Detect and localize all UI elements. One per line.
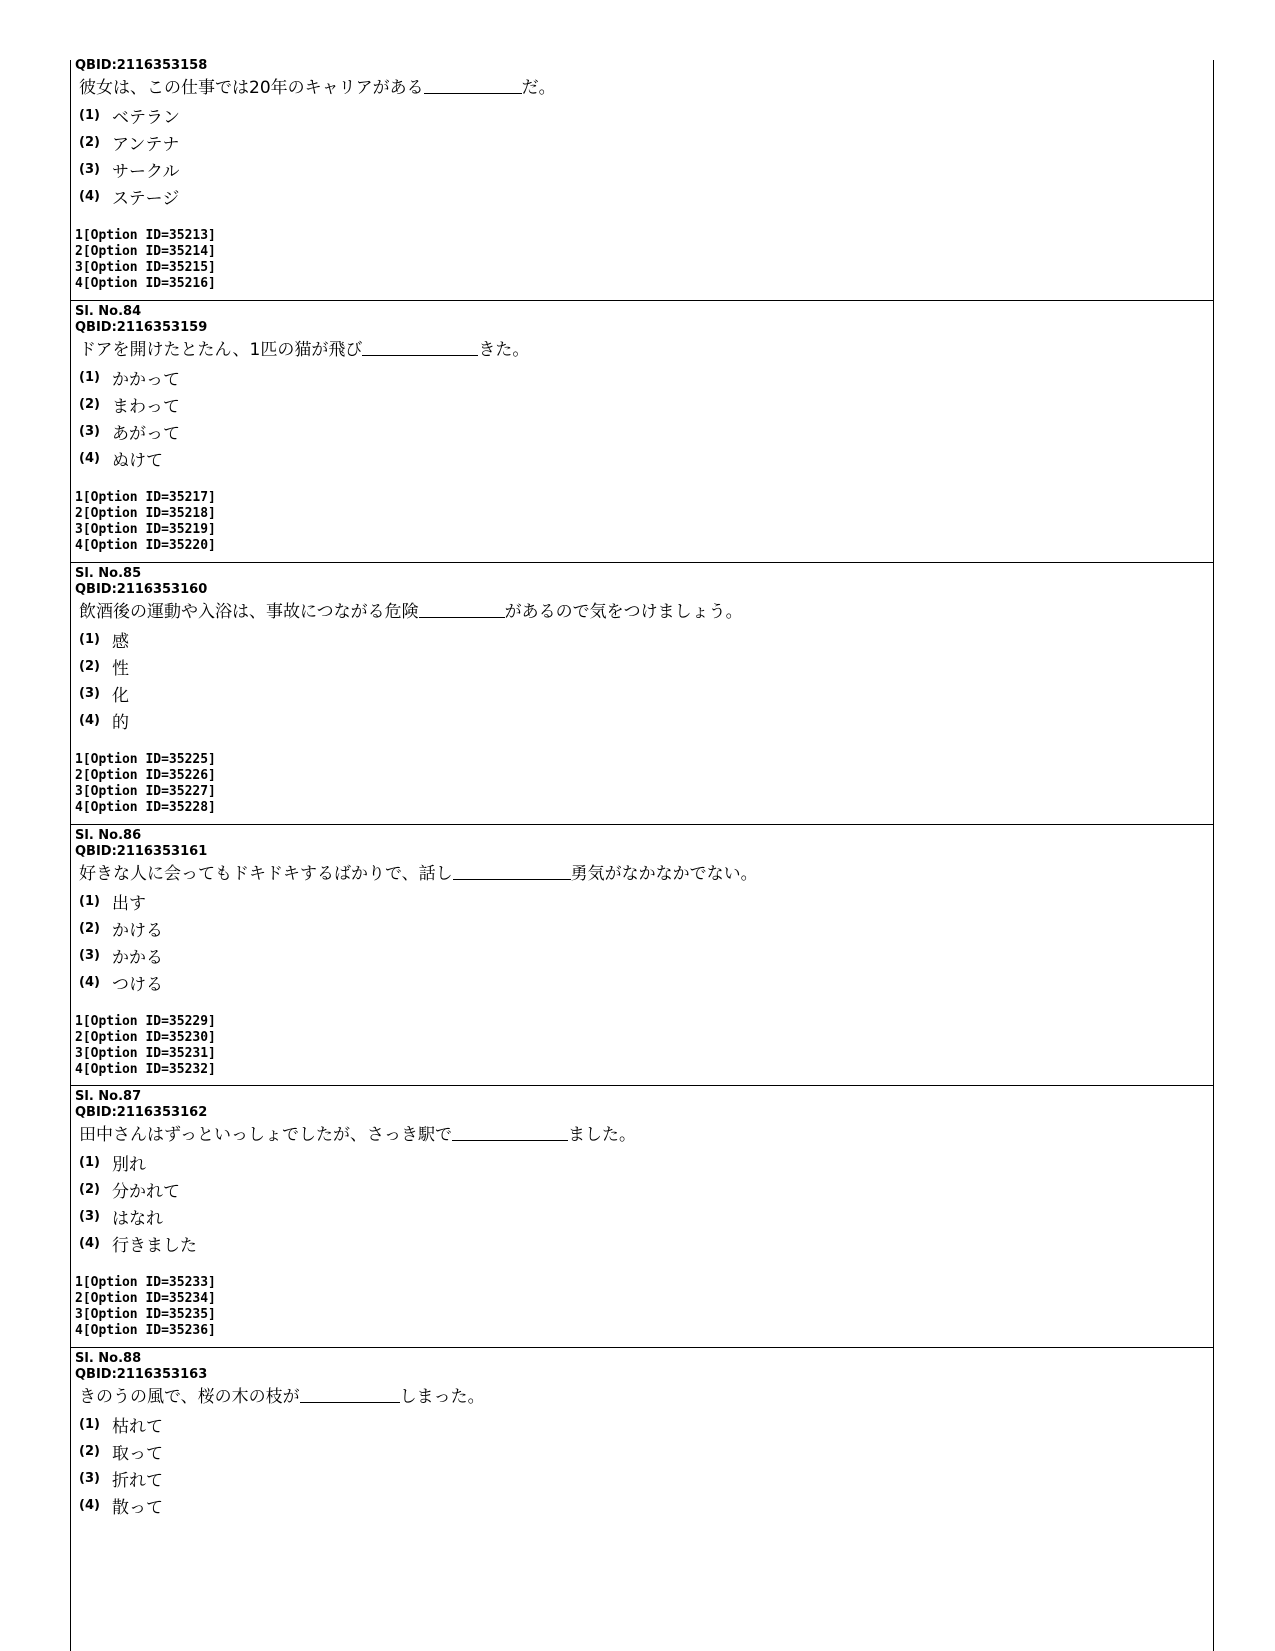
option-number: (1)	[79, 370, 100, 385]
qbid-label: QBID:2116353162	[75, 1105, 208, 1120]
option-text: 的	[112, 713, 129, 733]
question-text-after: があるので気をつけましょう。	[504, 602, 743, 622]
question-text-after: きた。	[478, 340, 530, 360]
answer-blank	[424, 92, 522, 94]
question-text	[79, 1386, 485, 1408]
option-id: 4[Option ID=35228]	[75, 800, 216, 815]
question-sheet	[70, 60, 1214, 1651]
option-number: (2)	[79, 397, 100, 412]
option-text: アンテナ	[112, 135, 180, 155]
option-text: ぬけて	[112, 451, 163, 471]
option-item	[79, 708, 129, 732]
option-text: かける	[112, 921, 163, 941]
option-id-list	[75, 228, 216, 292]
option-number: (1)	[79, 632, 100, 647]
option-text: 取って	[112, 1444, 163, 1464]
option-number: (1)	[79, 108, 100, 123]
option-item	[79, 681, 129, 705]
option-text: 行きました	[112, 1236, 197, 1256]
answer-blank	[362, 354, 478, 356]
answer-blank	[419, 616, 505, 618]
serial-number: Sl. No.88	[75, 1351, 142, 1366]
option-text: かかる	[112, 948, 163, 968]
option-text: 出す	[112, 894, 146, 914]
option-text: はなれ	[112, 1209, 163, 1229]
option-id: 4[Option ID=35236]	[75, 1323, 216, 1338]
question-text-before: 彼女は、この仕事では20年のキャリアがある	[79, 78, 424, 98]
option-item	[79, 1231, 197, 1255]
serial-number: Sl. No.86	[75, 828, 142, 843]
question-text	[79, 1124, 636, 1146]
option-id: 2[Option ID=35218]	[75, 506, 216, 521]
question-text-before: 田中さんはずっといっしょでしたが、さっき駅で	[79, 1125, 452, 1145]
option-number: (4)	[79, 713, 100, 728]
answer-blank	[452, 1139, 568, 1141]
option-id: 1[Option ID=35233]	[75, 1275, 216, 1290]
option-text: サークル	[112, 162, 180, 182]
option-item	[79, 916, 163, 940]
option-text: 枯れて	[112, 1417, 163, 1437]
option-item	[79, 1204, 163, 1228]
option-text: かかって	[112, 370, 180, 390]
option-id: 4[Option ID=35216]	[75, 276, 216, 291]
qbid-label: QBID:2116353159	[75, 320, 208, 335]
question-text-after: だ。	[521, 78, 556, 98]
option-item	[79, 1493, 163, 1517]
option-text: まわって	[112, 397, 180, 417]
option-text: ベテラン	[112, 108, 180, 128]
option-text: あがって	[112, 424, 180, 444]
option-item	[79, 627, 129, 651]
option-text: 散って	[112, 1498, 163, 1518]
option-item	[79, 970, 163, 994]
option-number: (4)	[79, 451, 100, 466]
question-text-before: ドアを開けたとたん、1匹の猫が飛び	[79, 340, 363, 360]
option-id: 3[Option ID=35215]	[75, 260, 216, 275]
option-id: 4[Option ID=35232]	[75, 1062, 216, 1077]
question-text	[79, 77, 556, 99]
option-item	[79, 392, 180, 416]
serial-number: Sl. No.85	[75, 566, 142, 581]
option-number: (3)	[79, 1471, 100, 1486]
question-block	[71, 1347, 1213, 1651]
option-id: 2[Option ID=35214]	[75, 244, 216, 259]
option-id: 1[Option ID=35217]	[75, 490, 216, 505]
option-text: 分かれて	[112, 1182, 180, 1202]
qbid-label: QBID:2116353160	[75, 582, 208, 597]
option-number: (3)	[79, 686, 100, 701]
option-id: 3[Option ID=35227]	[75, 784, 216, 799]
option-item	[79, 157, 180, 181]
question-text-before: 飲酒後の運動や入浴は、事故につながる危険	[79, 602, 419, 622]
option-id-list	[75, 1014, 216, 1078]
option-item	[79, 1439, 163, 1463]
option-item	[79, 889, 146, 913]
option-id-list	[75, 490, 216, 554]
option-text: 折れて	[112, 1471, 163, 1491]
option-item	[79, 1177, 180, 1201]
option-id: 2[Option ID=35230]	[75, 1030, 216, 1045]
question-text-after: しまった。	[399, 1387, 485, 1407]
option-number: (2)	[79, 1182, 100, 1197]
option-item	[79, 1150, 146, 1174]
option-text: 別れ	[112, 1155, 146, 1175]
option-id: 1[Option ID=35229]	[75, 1014, 216, 1029]
option-number: (2)	[79, 659, 100, 674]
option-text: 性	[112, 659, 129, 679]
option-text: ステージ	[112, 189, 180, 209]
option-number: (1)	[79, 1417, 100, 1432]
answer-blank	[453, 878, 571, 880]
option-id: 1[Option ID=35225]	[75, 752, 216, 767]
question-text-after: ました。	[567, 1125, 636, 1145]
option-id: 3[Option ID=35219]	[75, 522, 216, 537]
qbid-label: QBID:2116353161	[75, 844, 208, 859]
option-item	[79, 103, 180, 127]
option-item	[79, 1412, 163, 1436]
question-text	[79, 863, 758, 885]
option-id-list	[75, 752, 216, 816]
answer-blank	[300, 1401, 400, 1403]
option-item	[79, 365, 180, 389]
option-id: 1[Option ID=35213]	[75, 228, 216, 243]
serial-number: Sl. No.87	[75, 1089, 142, 1104]
question-text	[79, 339, 529, 361]
option-item	[79, 184, 179, 208]
question-text-after: 勇気がなかなかでない。	[570, 864, 758, 884]
option-item	[79, 1466, 163, 1490]
question-text-before: 好きな人に会ってもドキドキするばかりで、話し	[79, 864, 453, 884]
option-id: 2[Option ID=35226]	[75, 768, 216, 783]
question-text-before: きのうの風で、桜の木の枝が	[79, 1387, 300, 1407]
option-number: (3)	[79, 1209, 100, 1224]
option-number: (3)	[79, 424, 100, 439]
option-number: (4)	[79, 1236, 100, 1251]
option-item	[79, 654, 129, 678]
option-number: (3)	[79, 162, 100, 177]
option-number: (2)	[79, 921, 100, 936]
option-number: (2)	[79, 1444, 100, 1459]
option-item	[79, 130, 179, 154]
option-id: 3[Option ID=35235]	[75, 1307, 216, 1322]
option-number: (3)	[79, 948, 100, 963]
qbid-label: QBID:2116353158	[75, 58, 208, 73]
question-text	[79, 601, 743, 623]
option-id-list	[75, 1275, 216, 1339]
option-text: 感	[112, 632, 129, 652]
question-block	[71, 562, 1213, 824]
option-number: (4)	[79, 975, 100, 990]
option-number: (1)	[79, 894, 100, 909]
option-text: つける	[112, 975, 163, 995]
option-number: (1)	[79, 1155, 100, 1170]
option-number: (4)	[79, 189, 100, 204]
option-text: 化	[112, 686, 129, 706]
question-block	[71, 1085, 1213, 1347]
question-block	[71, 60, 1213, 300]
option-number: (4)	[79, 1498, 100, 1513]
serial-number: Sl. No.84	[75, 304, 142, 319]
question-block	[71, 824, 1213, 1085]
option-item	[79, 943, 163, 967]
question-block	[71, 300, 1213, 562]
option-id: 3[Option ID=35231]	[75, 1046, 216, 1061]
option-id: 4[Option ID=35220]	[75, 538, 216, 553]
option-item	[79, 419, 180, 443]
option-item	[79, 446, 163, 470]
qbid-label: QBID:2116353163	[75, 1367, 208, 1382]
option-number: (2)	[79, 135, 100, 150]
option-id: 2[Option ID=35234]	[75, 1291, 216, 1306]
